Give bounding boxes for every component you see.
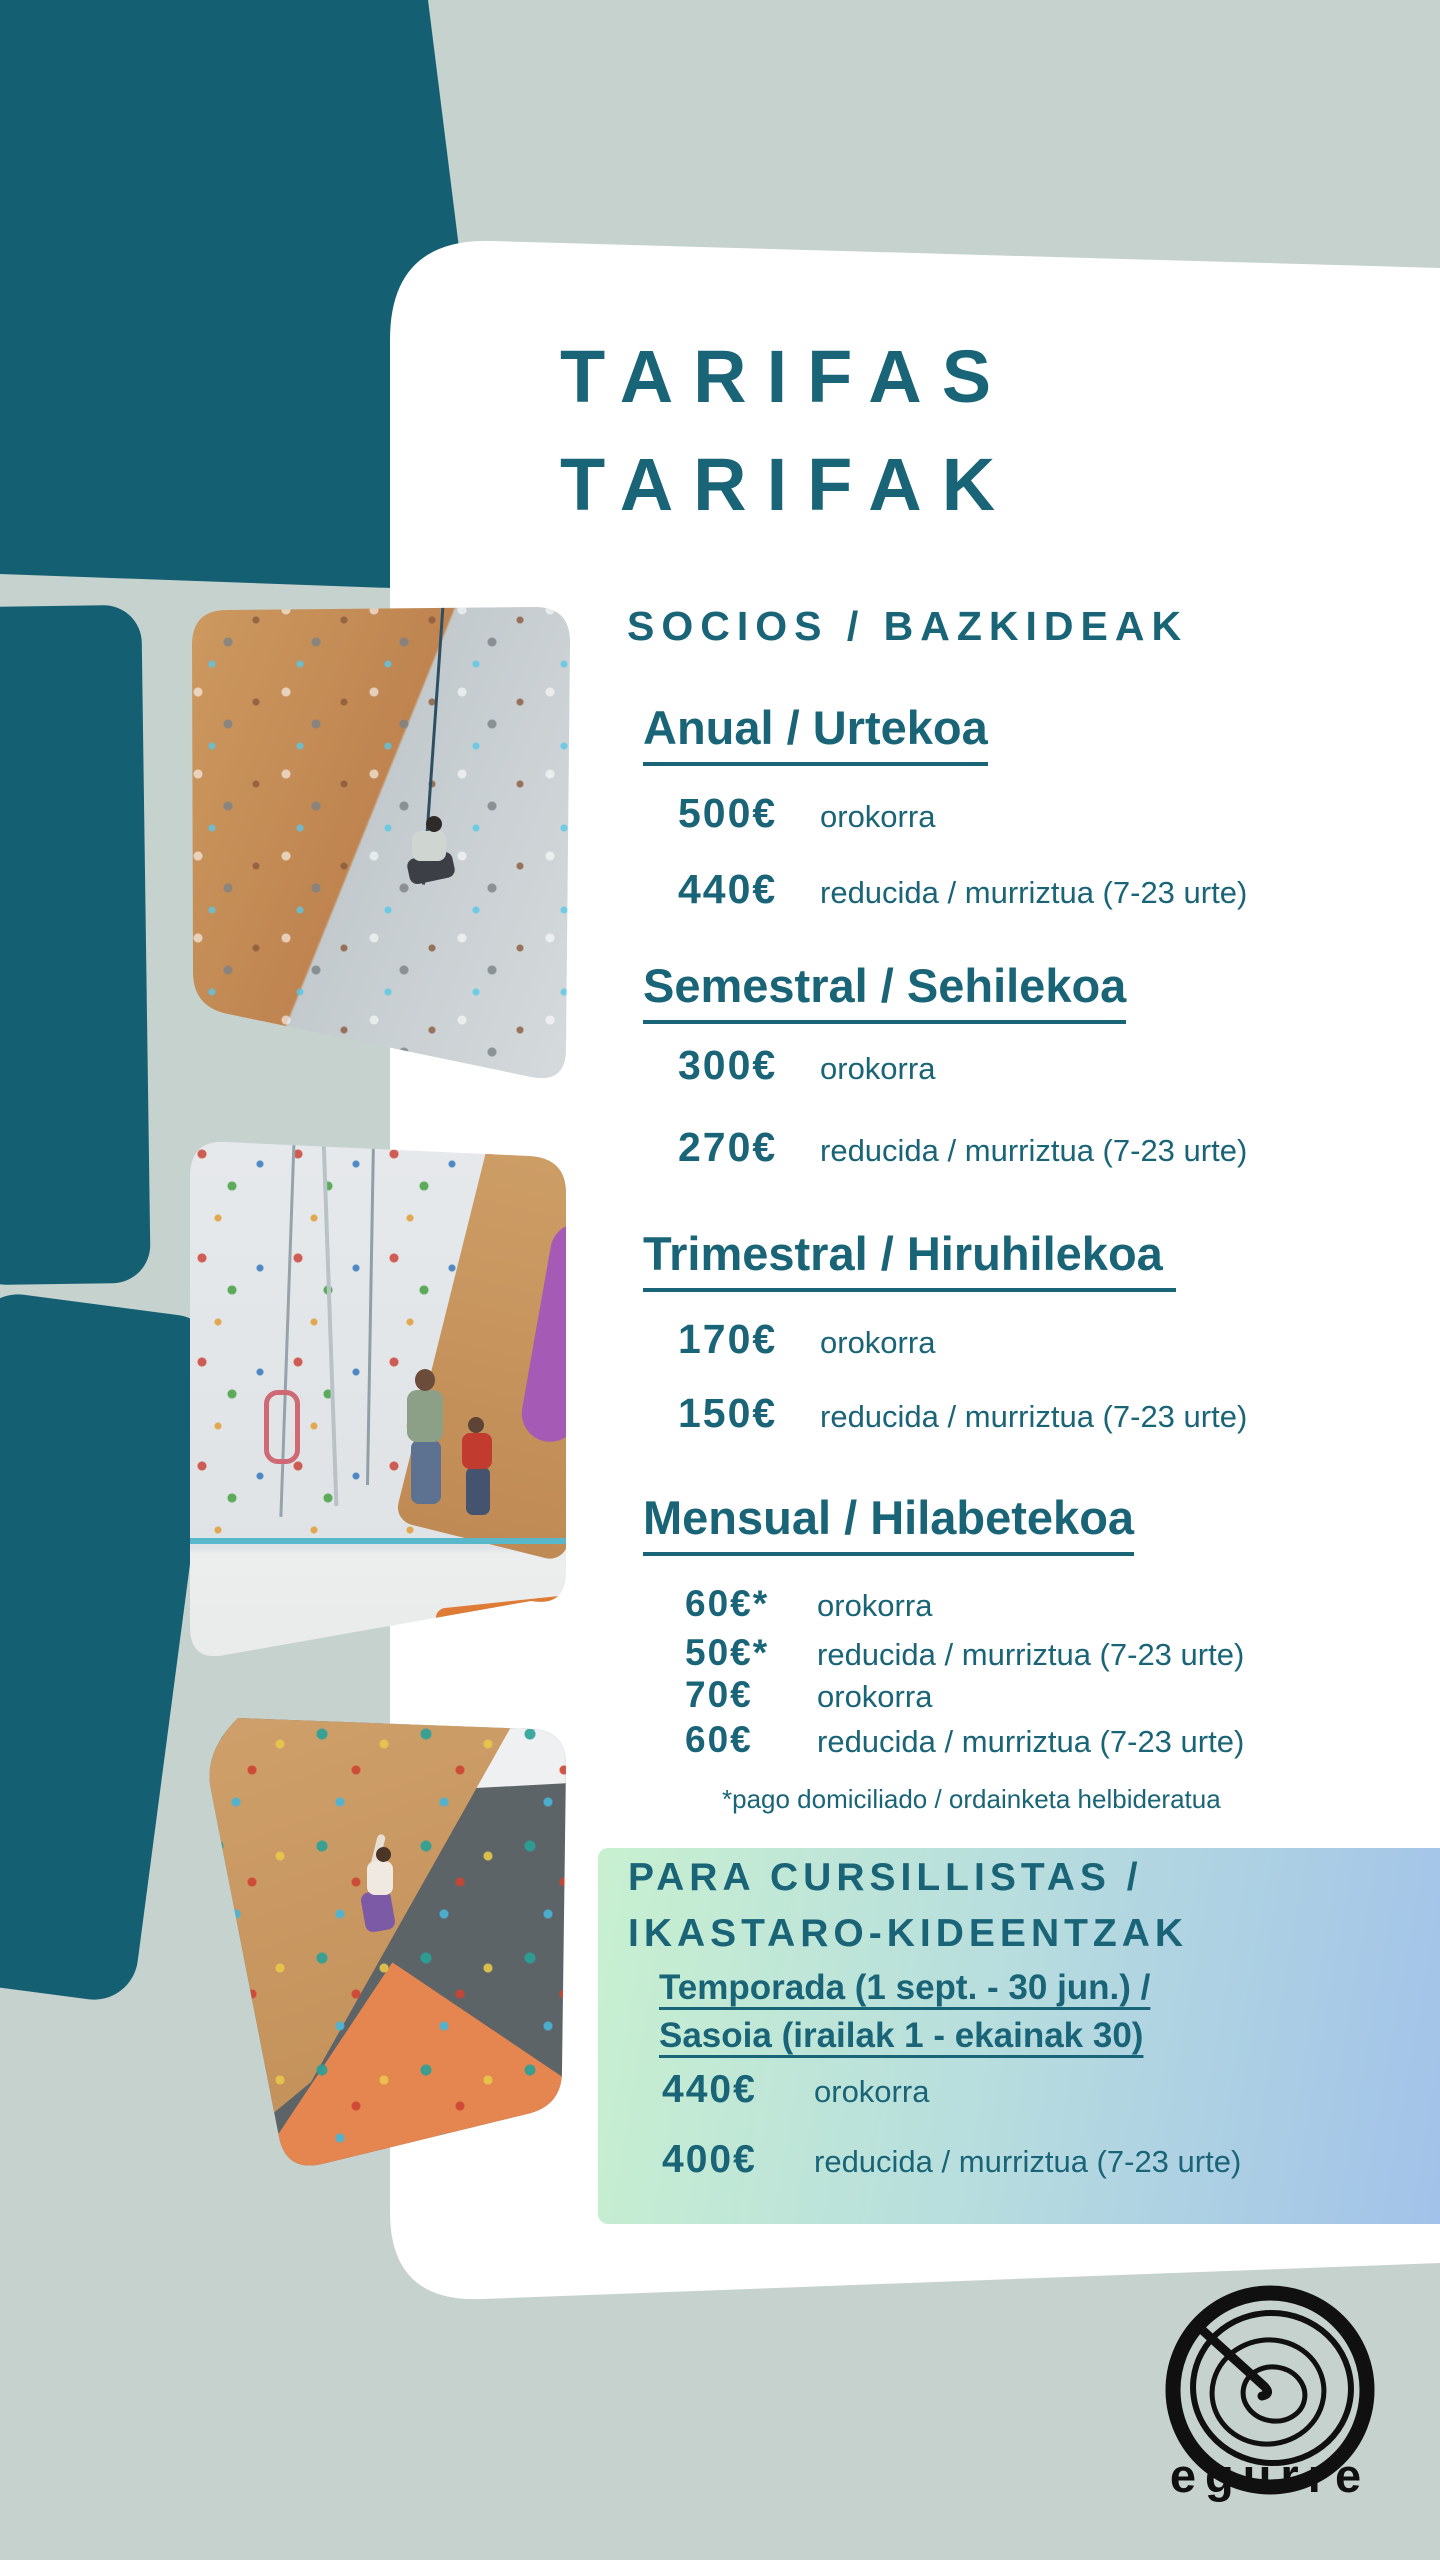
- logo-wordmark: egurre: [1169, 2449, 1371, 2502]
- section-heading-trimestral: Trimestral / Hiruhilekoa: [643, 1226, 1176, 1292]
- price-label: orokorra: [820, 799, 936, 834]
- price-amount: 440€: [678, 866, 778, 912]
- climber-silhouette: [426, 816, 442, 832]
- section-heading-semestral: Semestral / Sehilekoa: [643, 958, 1126, 1024]
- child-silhouette: [468, 1417, 484, 1433]
- course-heading-line1: PARA CURSILLISTAS /: [628, 1856, 1143, 1899]
- price-amount: 60€: [685, 1719, 753, 1760]
- price-amount: 500€: [678, 790, 778, 836]
- members-heading: SOCIOS / BAZKIDEAK: [627, 603, 1189, 649]
- section-heading-anual: Anual / Urtekoa: [643, 700, 988, 766]
- price-row: [662, 2068, 929, 2112]
- price-row: [678, 1124, 1247, 1171]
- child-silhouette: [466, 1467, 490, 1515]
- price-label: reducida / murriztua (7-23 urte): [817, 1637, 1245, 1672]
- price-amount: 300€: [678, 1042, 778, 1088]
- price-amount: 440€: [662, 2068, 757, 2111]
- price-row: [678, 866, 1247, 913]
- instructor-silhouette: [407, 1390, 443, 1442]
- price-label: orokorra: [814, 2074, 930, 2109]
- photo-climbing-wall-middle: [188, 1138, 566, 1664]
- price-row: [685, 1719, 1244, 1761]
- price-label: reducida / murriztua (7-23 urte): [817, 1724, 1245, 1759]
- rope-coil: [264, 1390, 300, 1464]
- price-row: [678, 1042, 935, 1089]
- price-amount: 170€: [678, 1316, 778, 1362]
- footnote: *pago domiciliado / ordainketa helbideratua: [722, 1784, 1221, 1814]
- price-label: orokorra: [817, 1679, 933, 1714]
- instructor-silhouette: [411, 1440, 441, 1504]
- course-season-line2: Sasoia (irailak 1 - ekainak 30): [659, 2016, 1144, 2055]
- price-row: [685, 1632, 1244, 1674]
- course-heading-line2: IKASTARO-KIDEENTZAK: [628, 1912, 1189, 1955]
- price-row: [678, 1390, 1247, 1437]
- page-title-line1: TARIFAS: [560, 335, 1012, 418]
- price-row: [685, 1674, 932, 1716]
- price-amount: 50€*: [685, 1632, 770, 1673]
- wall-base-line: [188, 1538, 566, 1544]
- price-label: reducida / murriztua (7-23 urte): [820, 1399, 1248, 1434]
- climber-silhouette: [412, 831, 446, 861]
- price-amount: 400€: [662, 2138, 757, 2181]
- price-label: reducida / murriztua (7-23 urte): [820, 1133, 1248, 1168]
- price-row: [678, 790, 935, 837]
- price-row: [662, 2138, 1241, 2182]
- price-label: orokorra: [820, 1325, 936, 1360]
- child-silhouette: [462, 1433, 492, 1469]
- section-heading-mensual: Mensual / Hilabetekoa: [643, 1490, 1134, 1556]
- price-label: orokorra: [817, 1588, 933, 1623]
- price-row: [678, 1316, 935, 1363]
- price-amount: 150€: [678, 1390, 778, 1436]
- price-label: orokorra: [820, 1051, 936, 1086]
- price-label: reducida / murriztua (7-23 urte): [820, 875, 1248, 910]
- price-label: reducida / murriztua (7-23 urte): [814, 2144, 1242, 2179]
- price-row: [685, 1583, 932, 1625]
- page-title-line2: TARIFAK: [560, 443, 1016, 526]
- price-amount: 70€: [685, 1674, 753, 1715]
- boulderer-silhouette: [360, 1889, 396, 1934]
- boulderer-silhouette: [367, 1861, 393, 1895]
- price-amount: 60€*: [685, 1583, 770, 1624]
- price-amount: 270€: [678, 1124, 778, 1170]
- course-season-line1: Temporada (1 sept. - 30 jun.) /: [659, 1968, 1151, 2007]
